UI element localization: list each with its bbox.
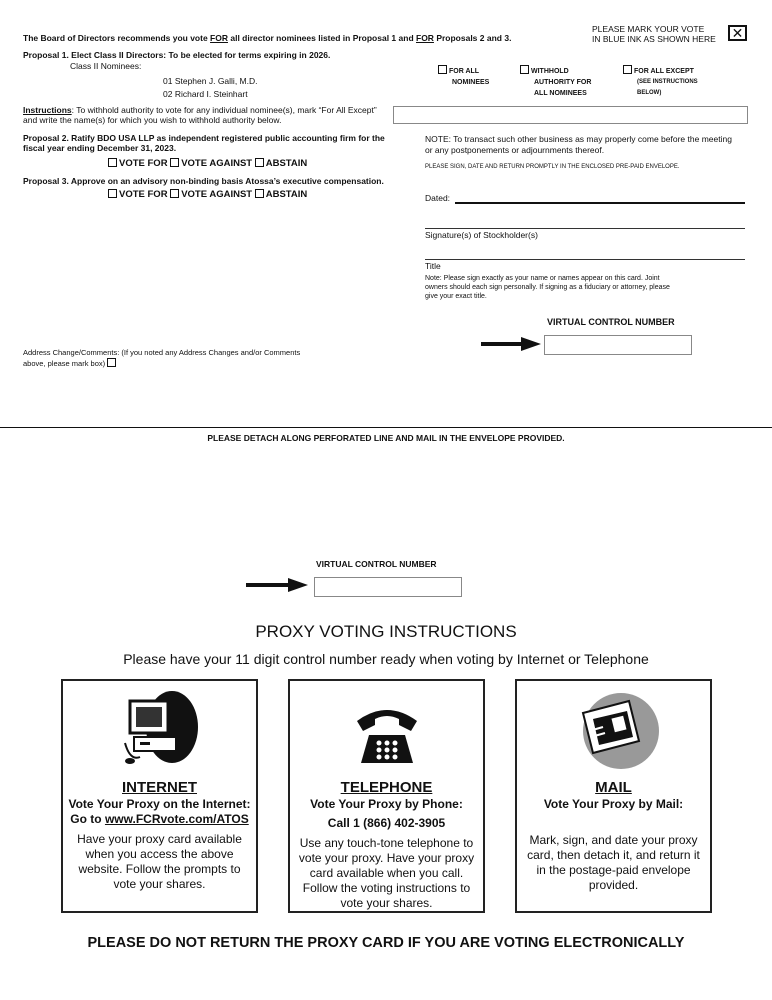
proposal-3-options bbox=[108, 189, 307, 200]
text: ABSTAIN bbox=[265, 189, 308, 200]
perforated-line bbox=[0, 427, 772, 428]
vote-against-checkbox[interactable] bbox=[170, 189, 179, 198]
proposal-1-title: Proposal 1. Elect Class II Directors: To be elected for terms expiring in 2026. bbox=[23, 50, 331, 60]
text: all director nominees listed in Proposal 1 and bbox=[228, 33, 416, 43]
text: NOMINEES bbox=[452, 79, 490, 86]
card-subtitle: Vote Your Proxy by Phone: bbox=[310, 797, 463, 811]
nominees-label: Class II Nominees: bbox=[70, 61, 142, 71]
checkbox[interactable] bbox=[520, 65, 529, 74]
text: and write the name(s) for which you wish to withhold authority below. bbox=[23, 115, 282, 125]
address-change-checkbox[interactable] bbox=[107, 358, 116, 367]
abstain-checkbox[interactable] bbox=[255, 158, 264, 167]
voting-website-link[interactable]: www.FCRvote.com/ATOS bbox=[104, 812, 249, 826]
detach-notice: PLEASE DETACH ALONG PERFORATED LINE AND MAIL IN THE ENVELOPE PROVIDED. bbox=[207, 433, 565, 443]
mark-instructions bbox=[592, 24, 716, 44]
sign-note bbox=[425, 274, 670, 301]
text: IN BLUE INK AS SHOWN HERE bbox=[592, 34, 716, 44]
withhold-all-option[interactable] bbox=[520, 65, 591, 99]
instructions bbox=[23, 105, 377, 125]
text: FOR bbox=[210, 33, 228, 43]
card-title: INTERNET bbox=[122, 779, 197, 796]
arrow-right-icon bbox=[246, 578, 308, 592]
proposal-3-title: Proposal 3. Approve on an advisory non-binding basis Atossa’s executive compensation. bbox=[23, 176, 384, 186]
proposal-2-title bbox=[23, 133, 385, 153]
board-recommendation bbox=[23, 33, 511, 43]
mail-icon bbox=[517, 691, 710, 771]
card-body: Use any touch-tone telephone to vote your proxy. Have your proxy card available when you call. Follow the voting instructions to vote your shares. bbox=[298, 836, 475, 910]
footer-notice: PLEASE DO NOT RETURN THE PROXY CARD IF YOU ARE VOTING ELECTRONICALLY bbox=[87, 935, 685, 951]
text: Go to bbox=[70, 812, 105, 826]
text: PLEASE MARK YOUR VOTE bbox=[592, 24, 705, 34]
text: : To withhold authority to vote for any individual nominee(s), mark “For All Except” bbox=[71, 105, 377, 115]
arrow-right-icon bbox=[481, 337, 541, 351]
instructions-subheading: Please have your 11 digit control number ready when voting by Internet or Telephone bbox=[123, 651, 649, 667]
instructions-heading: PROXY VOTING INSTRUCTIONS bbox=[255, 622, 517, 641]
telephone-icon bbox=[290, 691, 483, 771]
text: or any postponements or adjournments thereof. bbox=[425, 145, 605, 155]
text: FOR bbox=[416, 33, 434, 43]
computer-icon bbox=[63, 691, 256, 771]
text: VOTE FOR bbox=[119, 189, 168, 200]
phone-number: Call 1 (866) 402-3905 bbox=[327, 816, 446, 830]
text: AUTHORITY FOR bbox=[534, 79, 592, 86]
text: owners should each sign personally. If signing as a fiduciary or attorney, please bbox=[425, 284, 670, 291]
text: ALL NOMINEES bbox=[534, 90, 587, 97]
text: Instructions bbox=[23, 105, 72, 115]
text: Note: Please sign exactly as your name or names appear on this card. Joint bbox=[425, 275, 660, 282]
vote-for-checkbox[interactable] bbox=[108, 189, 117, 198]
card-body: Mark, sign, and date your proxy card, then detach it, and return it in the postage-paid envelope provided. bbox=[527, 833, 700, 892]
vcn-label-top: VIRTUAL CONTROL NUMBER bbox=[547, 317, 675, 327]
text: above, please mark box) bbox=[23, 359, 106, 368]
text: VOTE FOR bbox=[119, 158, 168, 169]
checkbox[interactable] bbox=[623, 65, 632, 74]
text: NOTE: To transact such other business as may properly come before the meeting bbox=[425, 134, 732, 144]
telephone-card bbox=[288, 679, 485, 913]
mail-card bbox=[515, 679, 712, 913]
for-all-nominees-option[interactable] bbox=[438, 65, 489, 88]
card-subtitle: Vote Your Proxy on the Internet: bbox=[68, 797, 251, 811]
card-body: Have your proxy card available when you access the above website. Follow the prompts to vote your shares. bbox=[77, 832, 242, 891]
text: FOR ALL EXCEPT bbox=[634, 68, 694, 75]
for-all-except-option[interactable] bbox=[623, 65, 698, 99]
proposal-2-options bbox=[108, 158, 307, 169]
text: Proposals 2 and 3. bbox=[433, 33, 512, 43]
card-title: TELEPHONE bbox=[340, 779, 433, 796]
signature-line[interactable] bbox=[425, 228, 745, 229]
signature-label: Signature(s) of Stockholder(s) bbox=[425, 230, 538, 240]
address-change bbox=[23, 347, 300, 369]
vcn-label-bottom: VIRTUAL CONTROL NUMBER bbox=[316, 559, 437, 569]
text: BELOW) bbox=[637, 90, 662, 96]
sign-return-notice: PLEASE SIGN, DATE AND RETURN PROMPTLY IN THE ENCLOSED PRE-PAID ENVELOPE. bbox=[425, 164, 680, 170]
card-title: MAIL bbox=[595, 779, 632, 796]
text: The Board of Directors recommends you vote bbox=[23, 33, 211, 43]
mark-example-icon: ✕ bbox=[728, 25, 747, 41]
abstain-checkbox[interactable] bbox=[255, 189, 264, 198]
dated-label: Dated: bbox=[425, 193, 451, 203]
text: give your exact title. bbox=[425, 293, 487, 300]
checkbox[interactable] bbox=[438, 65, 447, 74]
text: Address Change/Comments: (If you noted any Address Changes and/or Comments bbox=[23, 348, 301, 357]
vote-against-checkbox[interactable] bbox=[170, 158, 179, 167]
withhold-names-input[interactable] bbox=[393, 106, 748, 124]
text: Proposal 2. Ratify BDO USA LLP as independent registered public accounting firm for the bbox=[23, 133, 385, 143]
text: VOTE AGAINST bbox=[181, 189, 253, 200]
nominee-2: 02 Richard I. Steinhart bbox=[163, 89, 248, 99]
title-line[interactable] bbox=[425, 259, 745, 260]
text: ABSTAIN bbox=[265, 158, 308, 169]
nominee-1: 01 Stephen J. Galli, M.D. bbox=[163, 76, 258, 86]
card-subtitle: Vote Your Proxy by Mail: bbox=[543, 797, 684, 811]
title-label: Title bbox=[425, 261, 441, 271]
text: fiscal year ending December 31, 2023. bbox=[23, 143, 177, 153]
dated-line[interactable] bbox=[455, 202, 745, 204]
note bbox=[425, 134, 732, 156]
text: (SEE INSTRUCTIONS bbox=[637, 79, 698, 85]
virtual-control-number-input-top[interactable] bbox=[544, 335, 692, 355]
text: VOTE AGAINST bbox=[181, 158, 253, 169]
vote-for-checkbox[interactable] bbox=[108, 158, 117, 167]
text: FOR ALL bbox=[449, 68, 480, 75]
virtual-control-number-input-bottom[interactable] bbox=[314, 577, 462, 597]
text: WITHHOLD bbox=[531, 68, 569, 75]
internet-card bbox=[61, 679, 258, 913]
